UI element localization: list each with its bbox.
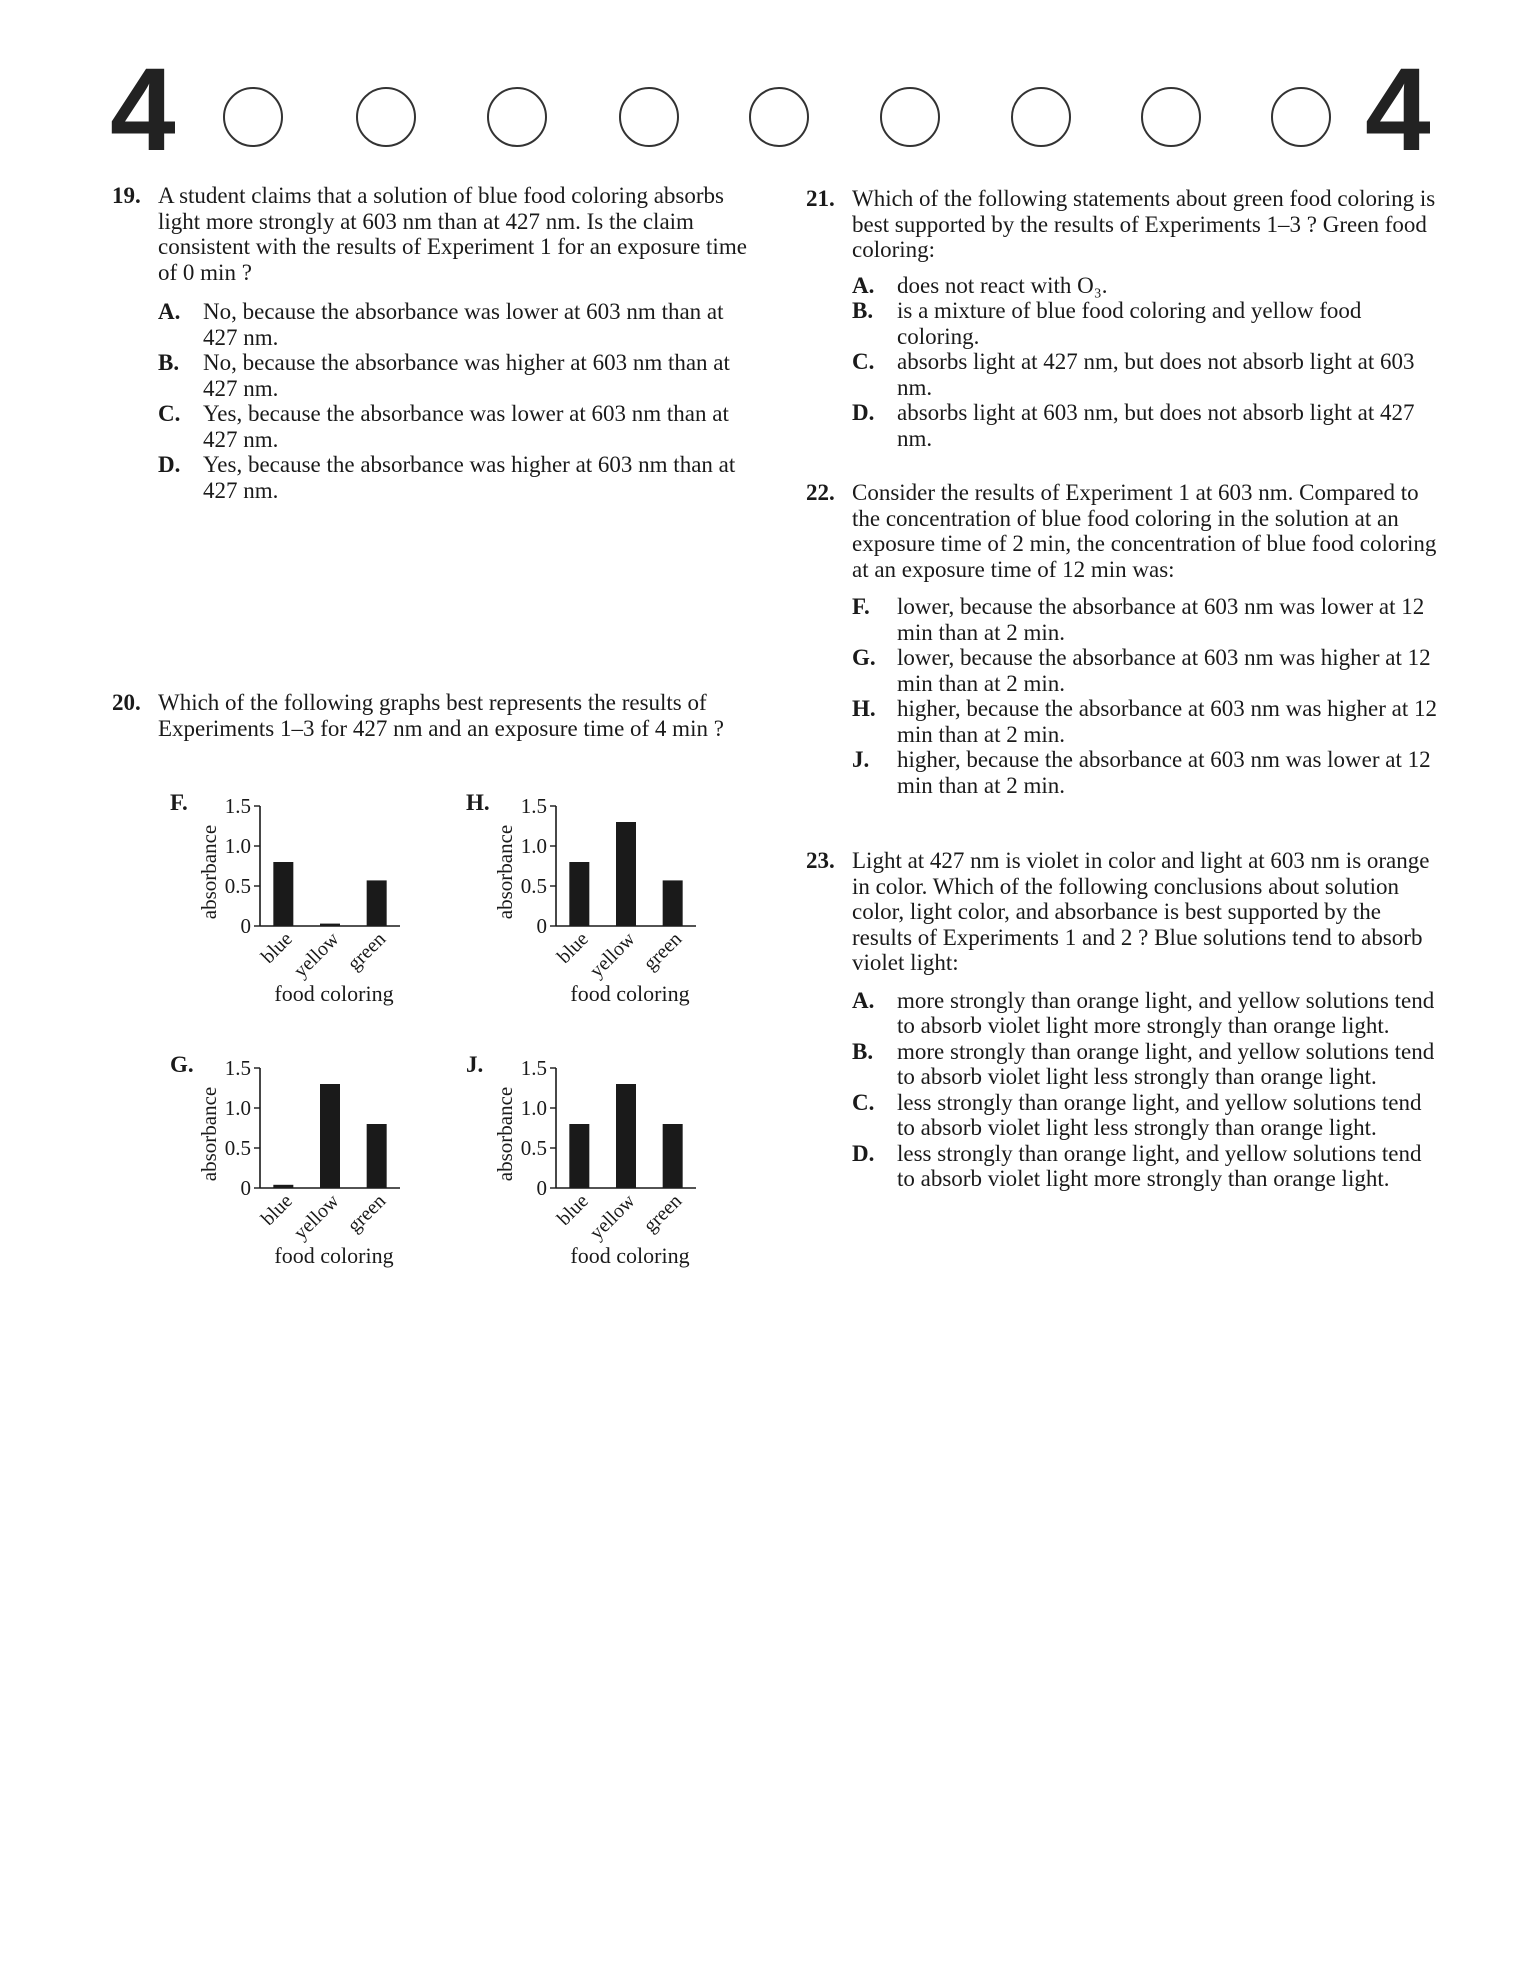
question-23 <box>806 848 1440 1192</box>
question-number: 19. <box>112 183 141 208</box>
y-axis-label: absorbance <box>197 1086 221 1182</box>
bar-blue <box>569 1124 589 1188</box>
y-tick-label: 1.0 <box>224 834 251 858</box>
answer-option[interactable]: A. more strongly than orange light, and yellow solutions tend to absorb violet light more strongly than orange light. <box>852 987 1435 1038</box>
bar-chart <box>170 1048 450 1288</box>
category-label: green <box>639 1189 687 1237</box>
category-label: yellow <box>585 927 640 983</box>
y-tick-label: 0 <box>536 914 547 938</box>
answer-options <box>806 594 1440 798</box>
answer-option[interactable]: B. more strongly than orange light, and yellow solutions tend to absorb violet light less strongly than orange light. <box>852 1038 1435 1089</box>
x-axis-label: food coloring <box>570 1243 690 1268</box>
question-20 <box>112 690 752 741</box>
question-21 <box>806 186 1440 451</box>
y-tick-label: 0 <box>240 914 251 938</box>
question-stem: Which of the following statements about green food coloring is best supported by the results of Experiments 1–3 ? Green food coloring: <box>852 186 1436 262</box>
answer-option[interactable]: H. higher, because the absorbance at 603 nm was higher at 12 min than at 2 min. <box>852 696 1438 747</box>
y-tick-label: 1.5 <box>224 1056 251 1080</box>
question-number: 20. <box>112 690 141 715</box>
bar-chart <box>466 786 746 1026</box>
graph-option-label: J. <box>466 1052 484 1077</box>
page-header <box>0 44 1530 176</box>
question-number: 21. <box>806 186 835 211</box>
category-label: blue <box>256 1189 297 1230</box>
y-tick-label: 1.5 <box>520 1056 547 1080</box>
answer-option[interactable]: D. absorbs light at 603 nm, but does not absorb light at 427 nm. <box>852 400 1415 451</box>
header-circle <box>749 87 809 147</box>
question-stem: Consider the results of Experiment 1 at 603 nm. Compared to the concentration of blue food coloring in the solution at an exposure time of 2 min, the concentration of blue food coloring at an exposure time of 12 min was: <box>852 480 1437 582</box>
category-label: green <box>343 1189 391 1237</box>
answer-option[interactable]: D. Yes, because the absorbance was higher at 603 nm than at 427 nm. <box>158 452 736 503</box>
header-circle <box>880 87 940 147</box>
header-circle <box>619 87 679 147</box>
y-axis-label: absorbance <box>493 824 517 920</box>
bar-green <box>367 1124 387 1188</box>
question-19 <box>112 183 752 503</box>
question-number: 23. <box>806 848 835 873</box>
question-22 <box>806 480 1440 798</box>
y-axis-label: absorbance <box>493 1086 517 1182</box>
y-tick-label: 1.0 <box>520 1096 547 1120</box>
answer-option[interactable]: G. lower, because the absorbance at 603 nm was higher at 12 min than at 2 min. <box>852 645 1431 696</box>
x-axis-label: food coloring <box>570 981 690 1006</box>
category-label: yellow <box>289 1189 344 1245</box>
answer-option[interactable]: C. Yes, because the absorbance was lower at 603 nm than at 427 nm. <box>158 401 729 452</box>
answer-options <box>806 273 1440 452</box>
header-circle <box>223 87 283 147</box>
bar-green <box>663 880 683 926</box>
category-label: green <box>639 927 687 975</box>
question-number: 22. <box>806 480 835 505</box>
header-circle <box>487 87 547 147</box>
bar-green <box>663 1124 683 1188</box>
y-tick-label: 0.5 <box>224 1136 251 1160</box>
bar-blue <box>273 1185 293 1188</box>
graph-option-j[interactable] <box>466 1048 746 1288</box>
question-stem: Which of the following graphs best represents the results of Experiments 1–3 for 427 nm and an exposure time of 4 min ? <box>158 690 724 741</box>
bar-chart <box>466 1048 746 1288</box>
category-label: blue <box>552 1189 593 1230</box>
answer-option[interactable]: C. less strongly than orange light, and yellow solutions tend to absorb violet light less strongly than orange light. <box>852 1089 1422 1140</box>
category-label: yellow <box>289 927 344 983</box>
header-circle <box>1271 87 1331 147</box>
x-axis-label: food coloring <box>274 981 394 1006</box>
graph-option-label: G. <box>170 1052 194 1077</box>
category-label: green <box>343 927 391 975</box>
question-stem: A student claims that a solution of blue food coloring absorbs light more strongly at 603 nm than at 427 nm. Is the claim consistent with the results of Experiment 1 for an exposure time of 0 min ? <box>158 183 747 285</box>
answer-options <box>806 988 1440 1192</box>
bar-yellow <box>616 1084 636 1188</box>
header-circle <box>356 87 416 147</box>
y-axis-label: absorbance <box>197 824 221 920</box>
bar-green <box>367 880 387 926</box>
bar-chart <box>170 786 450 1026</box>
bar-yellow <box>320 924 340 926</box>
y-tick-label: 1.5 <box>520 794 547 818</box>
answer-option[interactable]: D. less strongly than orange light, and yellow solutions tend to absorb violet light more strongly than orange light. <box>852 1140 1422 1191</box>
answer-options <box>112 299 752 503</box>
header-circle <box>1011 87 1071 147</box>
bar-yellow <box>616 822 636 926</box>
answer-option[interactable]: B. is a mixture of blue food coloring and yellow food coloring. <box>852 298 1362 349</box>
y-tick-label: 1.0 <box>224 1096 251 1120</box>
answer-option[interactable]: A. No, because the absorbance was lower at 603 nm than at 427 nm. <box>158 299 724 350</box>
y-tick-label: 1.0 <box>520 834 547 858</box>
section-number-left: 4 <box>110 44 176 176</box>
y-tick-label: 0.5 <box>520 1136 547 1160</box>
y-tick-label: 0 <box>240 1176 251 1200</box>
question-stem: Light at 427 nm is violet in color and light at 603 nm is orange in color. Which of the following conclusions about solution color, light color, and absorbance is best supported by the results of Experiments 1 and 2 ? Blue solutions tend to absorb violet light: <box>852 848 1430 975</box>
category-label: blue <box>256 927 297 968</box>
y-tick-label: 0.5 <box>520 874 547 898</box>
graph-option-g[interactable] <box>170 1048 450 1288</box>
bar-yellow <box>320 1084 340 1188</box>
y-tick-label: 0.5 <box>224 874 251 898</box>
answer-option[interactable]: A. does not react with O₃. <box>852 272 1108 298</box>
y-tick-label: 1.5 <box>224 794 251 818</box>
bar-blue <box>569 862 589 926</box>
category-label: yellow <box>585 1189 640 1245</box>
answer-option[interactable]: J. higher, because the absorbance at 603 nm was lower at 12 min than at 2 min. <box>852 747 1431 798</box>
y-tick-label: 0 <box>536 1176 547 1200</box>
answer-option[interactable]: F. lower, because the absorbance at 603 nm was lower at 12 min than at 2 min. <box>852 594 1425 645</box>
graph-option-label: H. <box>466 790 490 815</box>
graph-option-label: F. <box>170 790 188 815</box>
x-axis-label: food coloring <box>274 1243 394 1268</box>
bar-blue <box>273 862 293 926</box>
answer-option[interactable]: B. No, because the absorbance was higher at 603 nm than at 427 nm. <box>158 350 730 401</box>
section-number-right: 4 <box>1365 44 1431 176</box>
header-circle <box>1141 87 1201 147</box>
graph-option-h[interactable] <box>466 786 746 1026</box>
graph-option-f[interactable] <box>170 786 450 1026</box>
answer-option[interactable]: C. absorbs light at 427 nm, but does not absorb light at 603 nm. <box>852 349 1415 400</box>
category-label: blue <box>552 927 593 968</box>
